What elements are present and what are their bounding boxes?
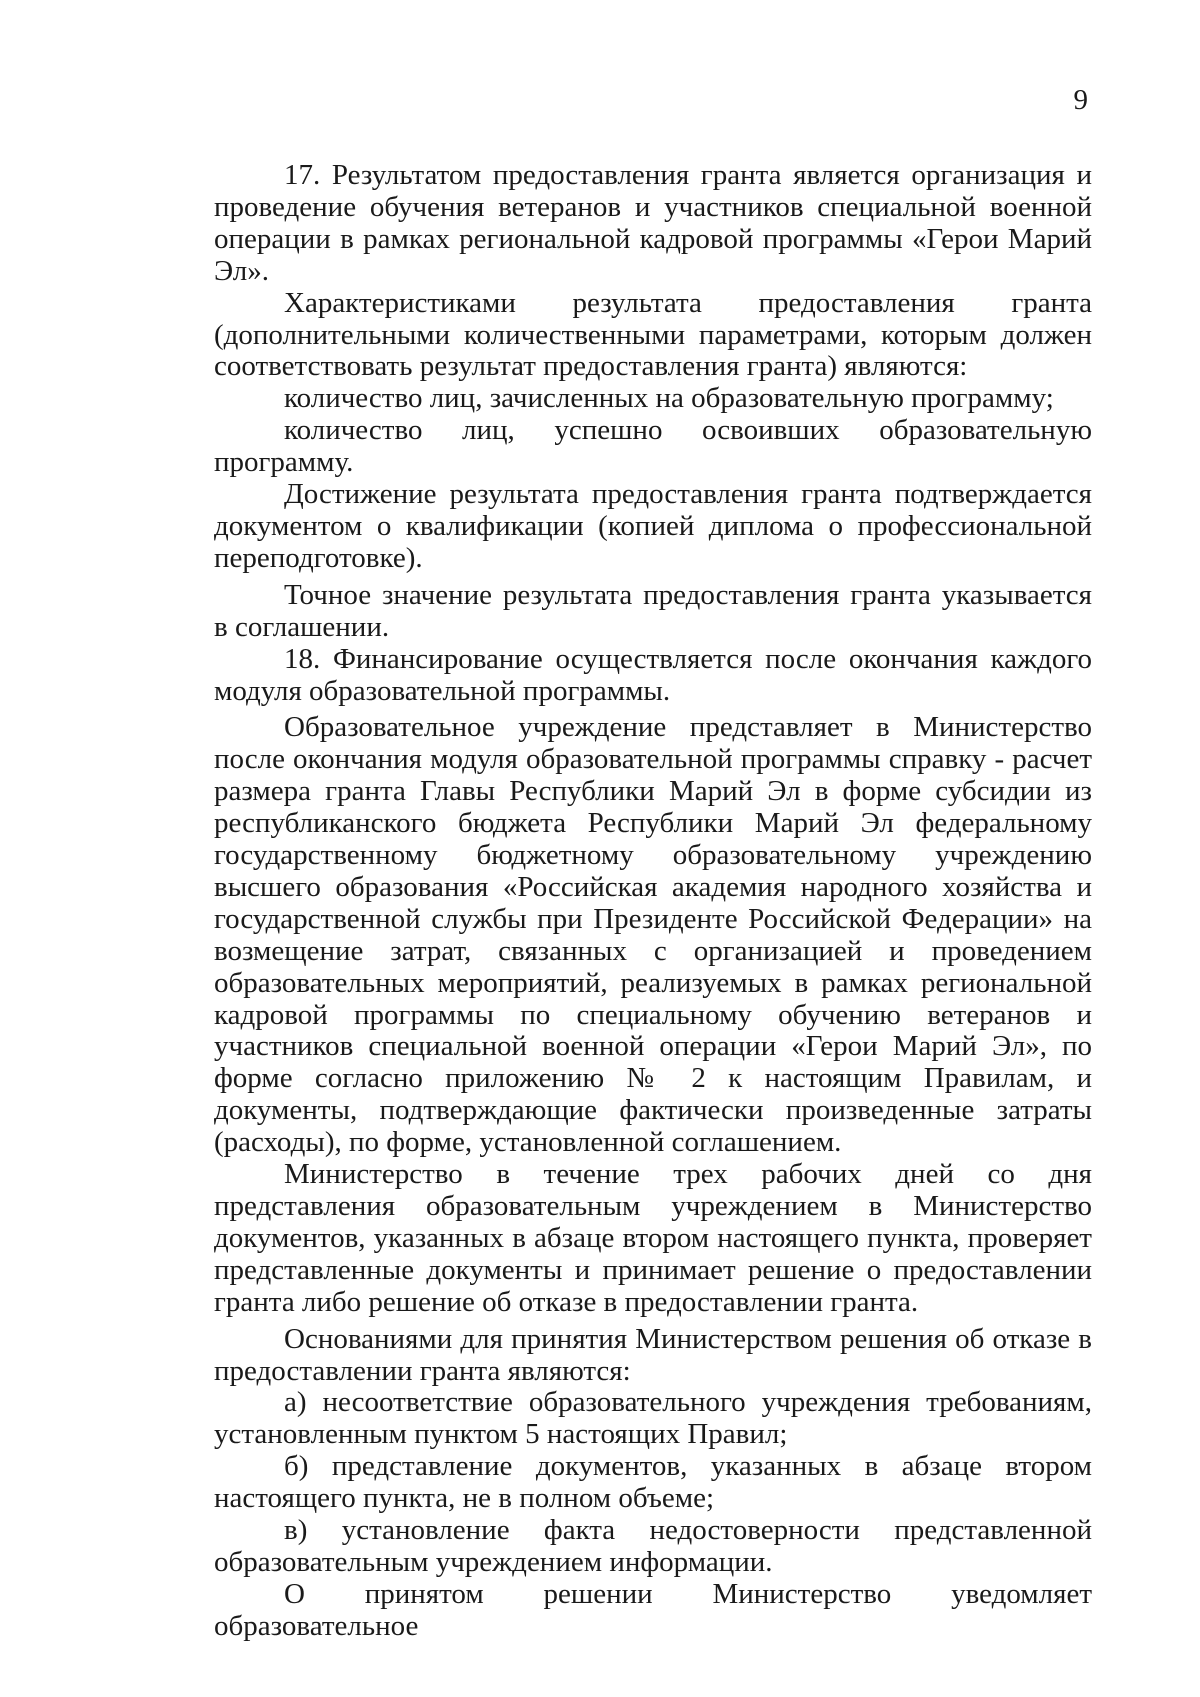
paragraph-refusal-grounds: Основаниями для принятия Министерством решения об отказе в предоставлении гранта являются:: [214, 1322, 1092, 1387]
paragraph-ground-a: а) несоответствие образовательного учреждения требованиям, установленным пунктом 5 настоящих Правил;: [214, 1386, 1092, 1451]
paragraph-result-of-grant: 17. Результатом предоставления гранта является организация и проведение обучения ветеранов и участников специальной военной операции в рамках региональной кадровой программы «Герои Марий Эл».: [214, 159, 1092, 287]
paragraph-ground-c: в) установление факта недостоверности представленной образовательным учреждением информации.: [214, 1514, 1092, 1578]
paragraph-result-characteristics: Характеристиками результата предоставления гранта (дополнительными количественными параметрами, которым должен соответствовать результат предоставления гранта) являются:: [214, 286, 1092, 383]
paragraph-institution-submits: Образовательное учреждение представляет в Министерство после окончания модуля образовательной программы справку - расчет размера гранта Главы Республики Марий Эл в форме субсидии из республиканского бюджета Республики Марий Эл федеральному государственному бюджетному образовательному учреждению высшего образования «Российская академия народного хозяйства и государственной службы при Президенте Российской Федерации» на возмещение затрат, связанных с организацией и проведением образовательных мероприятий, реализуемых в рамках региональной кадровой программы по специальному обучению ветеранов и участников специальной военной операции «Герои Марий Эл», по форме согласно приложению № 2 к настоящим Правилам, и документы, подтверждающие фактически произведенные затраты (расходы), по форме, установленной соглашением.: [214, 711, 1092, 1159]
paragraph-achievement-confirmation: Достижение результата предоставления гранта подтверждается документом о квалификации (копией диплома о профессиональной переподготовке).: [214, 478, 1092, 574]
paragraph-exact-value: Точное значение результата предоставления гранта указывается в соглашении.: [214, 578, 1092, 643]
paragraph-decision-notice: О принятом решении Министерство уведомляет образовательное: [214, 1577, 1092, 1642]
page-number: 9: [1073, 84, 1088, 116]
paragraph-financing: 18. Финансирование осуществляется после окончания каждого модуля образовательной программы.: [214, 642, 1092, 707]
paragraph-graduated-count: количество лиц, успешно освоивших образовательную программу.: [214, 414, 1092, 479]
document-body: [214, 160, 1092, 1643]
paragraph-ministry-review: Министерство в течение трех рабочих дней со дня представления образовательным учреждением в Министерство документов, указанных в абзаце втором настоящего пункта, проверяет представленные документы и принимает решение о предоставлении гранта либо решение об отказе в предоставлении гранта.: [214, 1158, 1092, 1318]
paragraph-enrolled-count: количество лиц, зачисленных на образовательную программу;: [284, 382, 1054, 415]
paragraph-ground-b: б) представление документов, указанных в абзаце втором настоящего пункта, не в полном объеме;: [214, 1450, 1092, 1515]
